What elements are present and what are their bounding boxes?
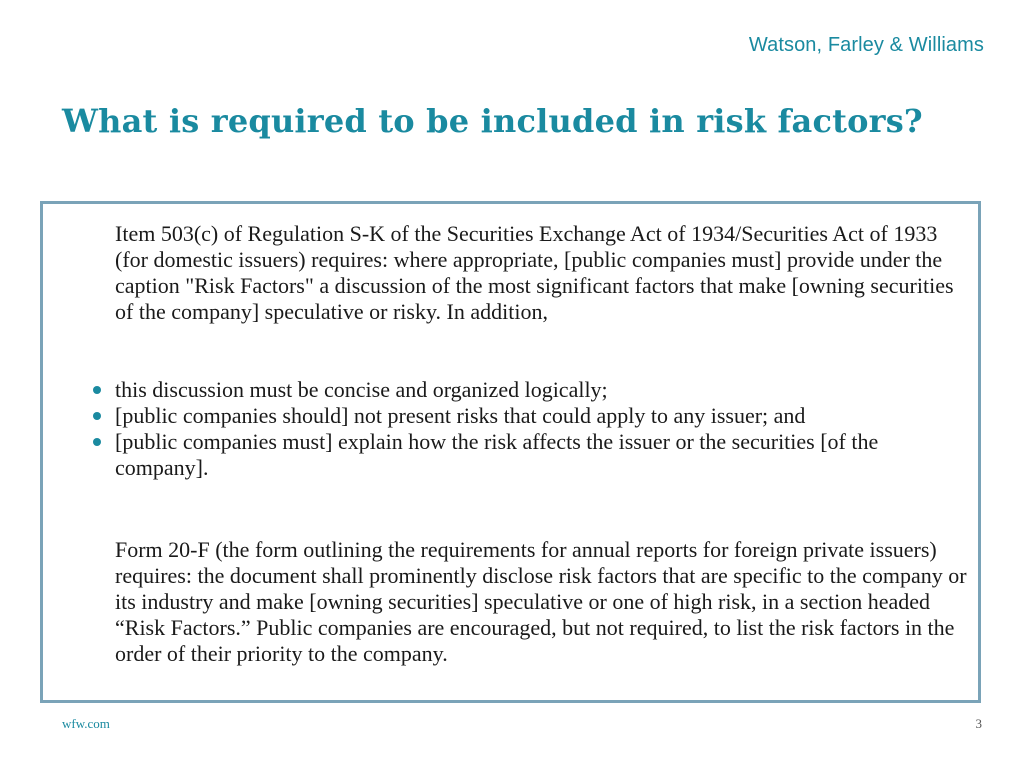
- slide-title: What is required to be included in risk factors?: [62, 102, 923, 140]
- brand-logo-text: Watson, Farley & Williams: [748, 34, 984, 56]
- form-20f-paragraph: Form 20-F (the form outlining the requirements for annual reports for foreign private issuers) requires: the document shall prominently disclose risk factors that are specific to the company or its industry and make [owning securities] speculative or one of high risk, in a section headed “Risk Factors.” Public companies are encouraged, but not required, to list the risk factors in the order of their priority to the company.: [115, 537, 967, 666]
- bullet-icon: [93, 412, 101, 420]
- list-item-text: [public companies should] not present risks that could apply to any issuer; and: [115, 403, 806, 428]
- list-item-text: this discussion must be concise and organized logically;: [115, 377, 608, 402]
- content-box: [40, 201, 981, 703]
- list-item: [115, 377, 975, 403]
- requirements-list: [115, 377, 975, 481]
- list-item: [115, 403, 975, 429]
- intro-paragraph: Item 503(c) of Regulation S-K of the Securities Exchange Act of 1934/Securities Act of 1933 (for domestic issuers) requires: where appropriate, [public companies must] provide under the caption "Risk Factors" a discussion of the most significant factors that make [owning securities of the company] speculative or risky. In addition,: [115, 221, 954, 324]
- page-number: 3: [975, 716, 982, 731]
- bullet-icon: [93, 438, 101, 446]
- footer-website: wfw.com: [62, 716, 110, 731]
- list-item: [115, 429, 975, 481]
- list-item-text: [public companies must] explain how the risk affects the issuer or the securities [of the company].: [115, 429, 879, 480]
- bullet-icon: [93, 386, 101, 394]
